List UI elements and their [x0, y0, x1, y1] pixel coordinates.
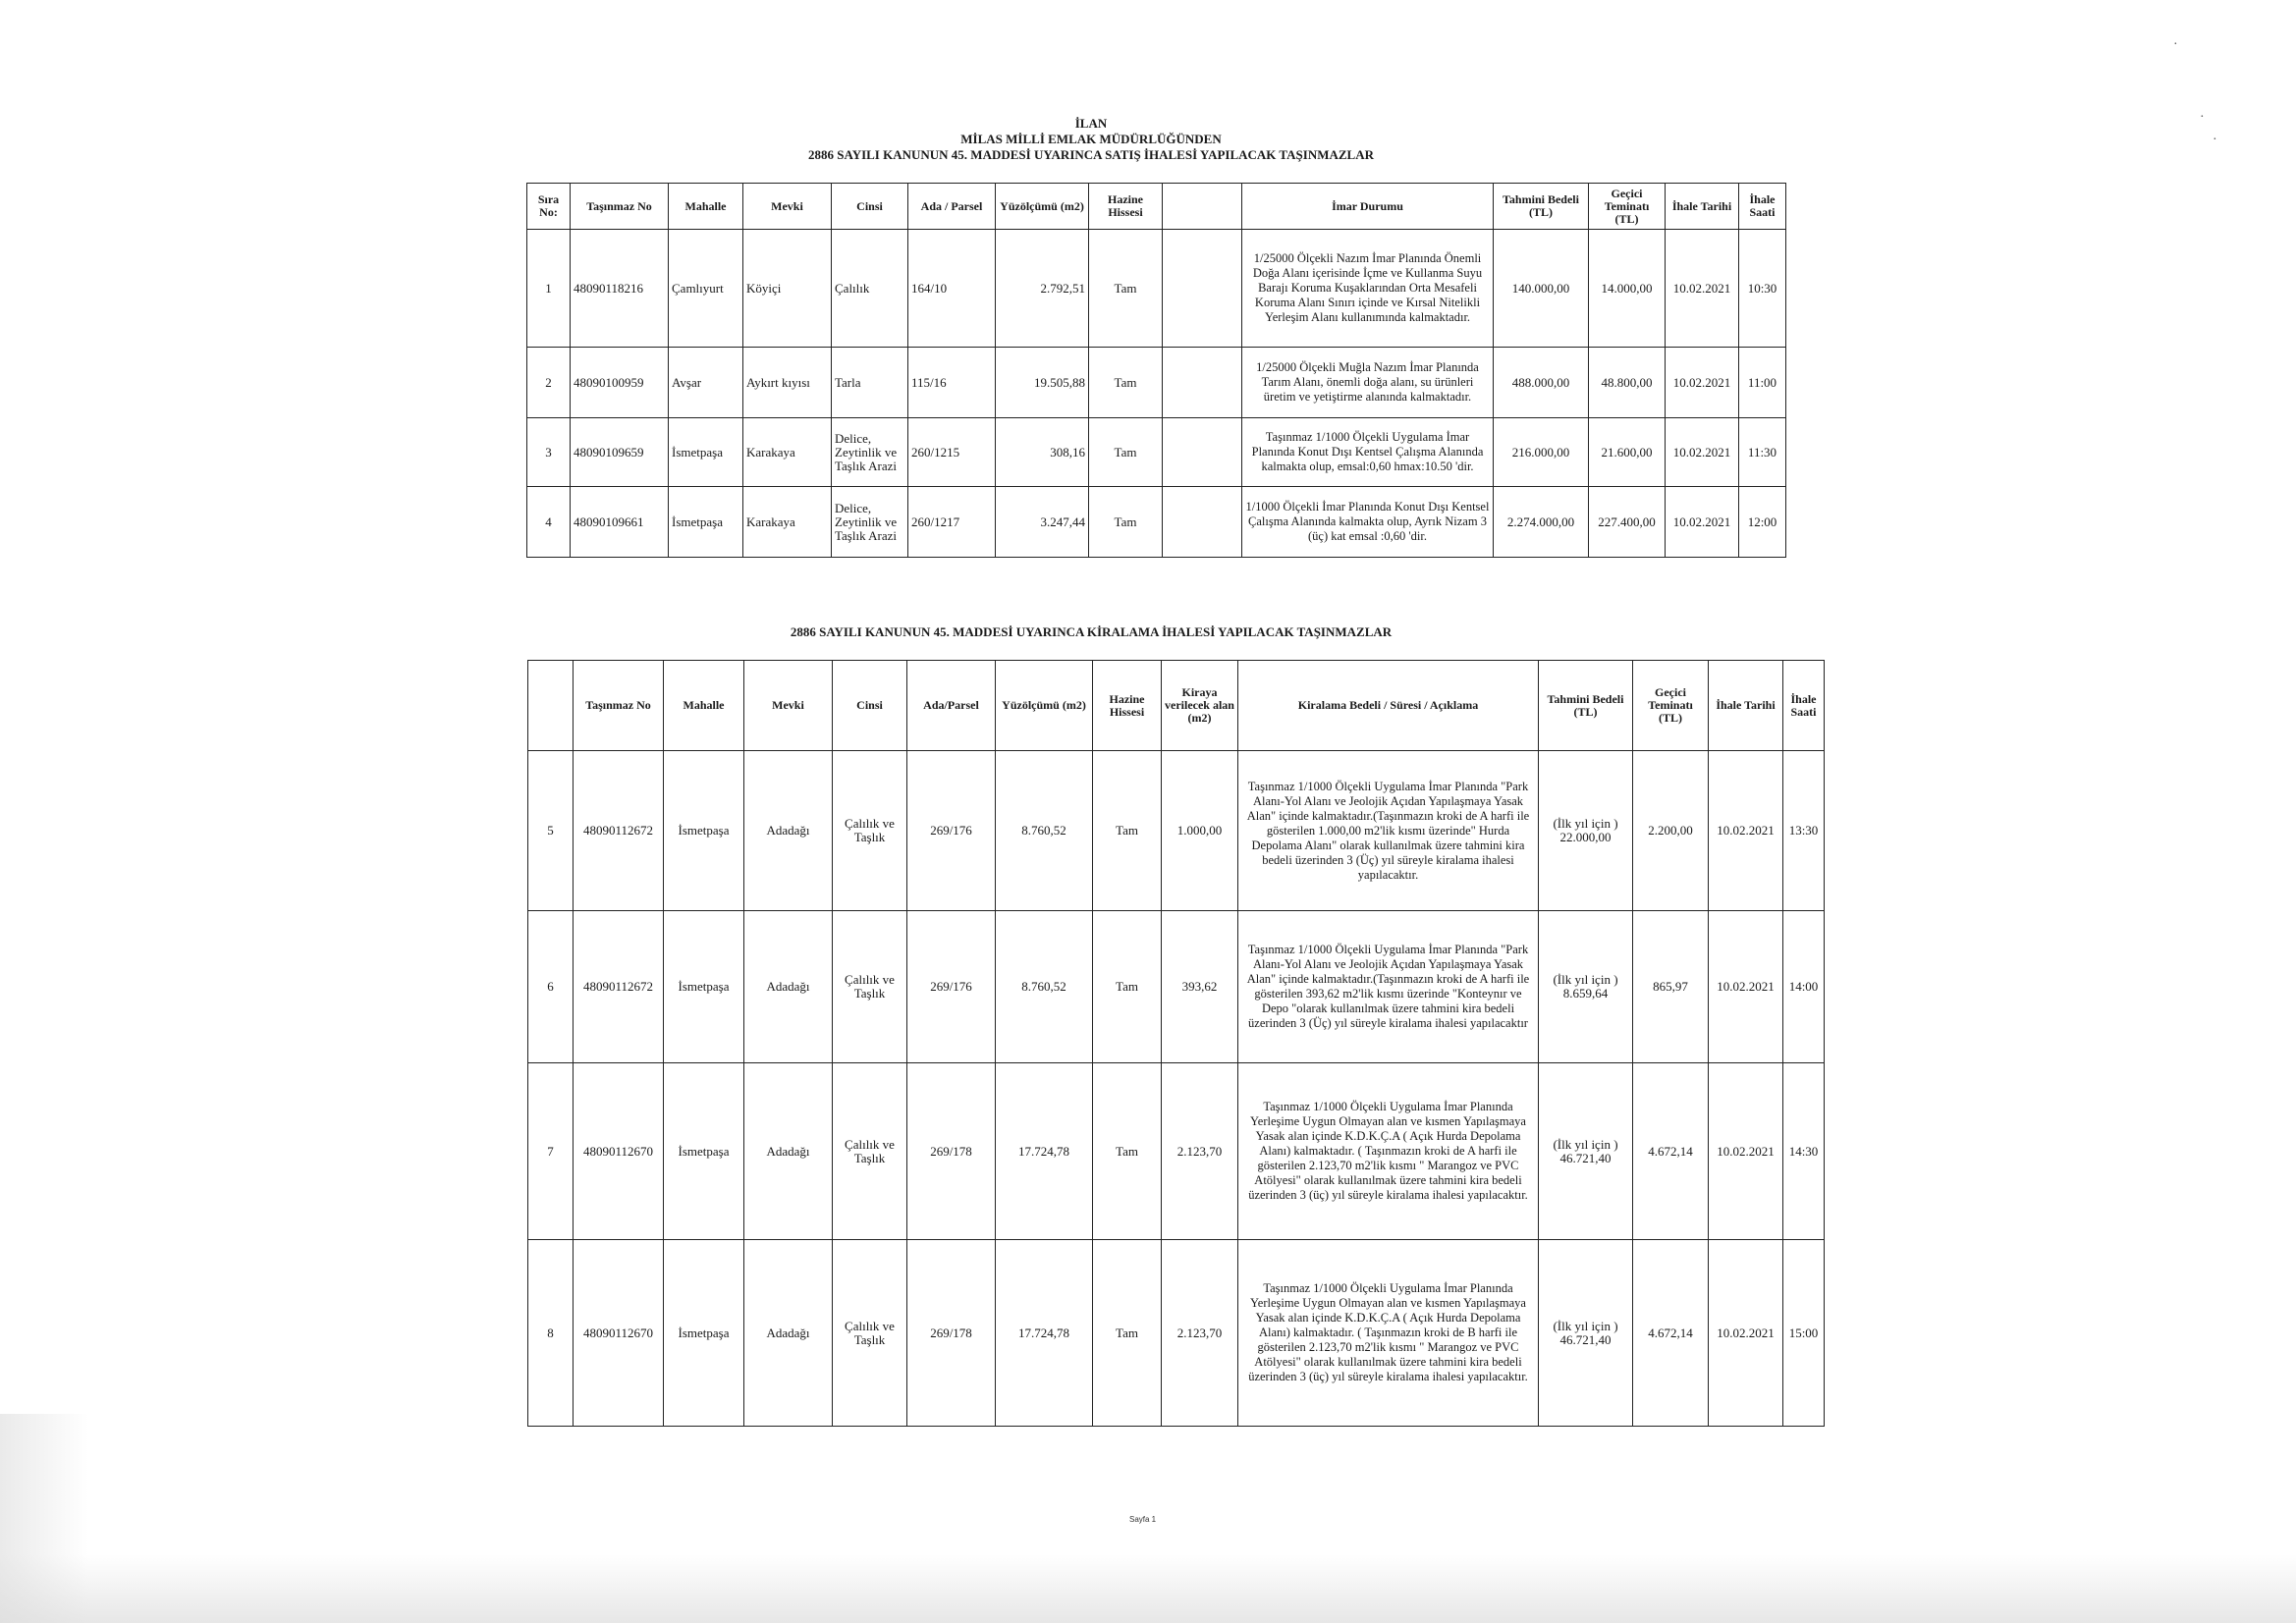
- cell-yuzolcumu: 308,16: [996, 418, 1089, 487]
- cell-tasinmaz-no: 48090118216: [571, 230, 669, 348]
- cell-ihale-saati: 11:30: [1739, 418, 1786, 487]
- cell-ada-parsel: 115/16: [908, 348, 996, 418]
- cell-kiralanacak-alan: 1.000,00: [1162, 751, 1238, 911]
- cell-yuzolcumu: 17.724,78: [996, 1063, 1093, 1240]
- cell-ihale-tarihi: 10.02.2021: [1666, 487, 1739, 558]
- table-row: [528, 751, 1825, 911]
- table-row: [527, 230, 1786, 348]
- cell-sira: 4: [527, 487, 571, 558]
- cell-sira: 3: [527, 418, 571, 487]
- column-header: İhale Tarihi: [1666, 184, 1739, 230]
- cell-blank: [1163, 348, 1242, 418]
- cell-yuzolcumu: 8.760,52: [996, 911, 1093, 1063]
- cell-ihale-tarihi: 10.02.2021: [1666, 418, 1739, 487]
- cell-hisse: Tam: [1089, 487, 1163, 558]
- cell-ihale-saati: 13:30: [1783, 751, 1825, 911]
- column-header: Mevki: [743, 184, 832, 230]
- cell-mevki: Karakaya: [743, 487, 832, 558]
- column-header: Geçici Teminatı (TL): [1589, 184, 1666, 230]
- cell-teminat: 14.000,00: [1589, 230, 1666, 348]
- cell-sira: 8: [528, 1240, 574, 1427]
- column-header: Kiralama Bedeli / Süresi / Açıklama: [1238, 661, 1539, 751]
- sale-table-header: [527, 184, 1786, 230]
- cell-imar-durumu: 1/1000 Ölçekli İmar Planında Konut Dışı Kentsel Çalışma Alanında kalmakta olup, Ayrık Nizam 3 (üç) kat emsal :0,60 'dir.: [1242, 487, 1494, 558]
- column-header: Geçici Teminatı (TL): [1633, 661, 1709, 751]
- cell-teminat: 865,97: [1633, 911, 1709, 1063]
- column-header: Mahalle: [664, 661, 744, 751]
- cell-mevki: Adadağı: [744, 911, 833, 1063]
- cell-cinsi: Delice, Zeytinlik ve Taşlık Arazi: [832, 418, 908, 487]
- column-header: Mevki: [744, 661, 833, 751]
- column-header: İmar Durumu: [1242, 184, 1494, 230]
- cell-ada-parsel: 260/1215: [908, 418, 996, 487]
- cell-mahalle: İsmetpaşa: [669, 418, 743, 487]
- cell-teminat: 48.800,00: [1589, 348, 1666, 418]
- cell-teminat: 2.200,00: [1633, 751, 1709, 911]
- cell-sira: 2: [527, 348, 571, 418]
- cell-teminat: 4.672,14: [1633, 1240, 1709, 1427]
- cell-tasinmaz-no: 48090109661: [571, 487, 669, 558]
- cell-aciklama: Taşınmaz 1/1000 Ölçekli Uygulama İmar Planında Yerleşime Uygun Olmayan alan ve kısmen Yapılaşmaya Yasak alan içinde K.D.K.Ç.A ( Açık Hurda Depolama Alanı) kalmaktadır. ( Taşınmazın kroki de A harfi ile gösterilen 2.123,70 m2'lik kısmı " Marangoz ve PVC Atölyesi" olarak kullanılmak üzere tahmini kira bedeli üzerinden 3 (üç) yıl süreyle kiralama ihalesi yapılacaktır.: [1238, 1063, 1539, 1240]
- scan-shadow-bottom: [0, 1554, 2296, 1623]
- cell-cinsi: Çalılık ve Taşlık: [833, 911, 907, 1063]
- header-office: MİLAS MİLLİ EMLAK MÜDÜRLÜĞÜNDEN: [960, 132, 1222, 146]
- cell-kiralanacak-alan: 393,62: [1162, 911, 1238, 1063]
- header-subtitle: 2886 SAYILI KANUNUN 45. MADDESİ UYARINCA SATIŞ İHALESİ YAPILACAK TAŞINMAZLAR: [808, 147, 1374, 162]
- cell-ihale-saati: 11:00: [1739, 348, 1786, 418]
- cell-tasinmaz-no: 48090112672: [574, 911, 664, 1063]
- cell-cinsi: Çalılık: [832, 230, 908, 348]
- scan-shadow-corner: [0, 1414, 88, 1623]
- cell-mahalle: Çamlıyurt: [669, 230, 743, 348]
- column-header: Taşınmaz No: [574, 661, 664, 751]
- cell-sira: 1: [527, 230, 571, 348]
- cell-imar-durumu: 1/25000 Ölçekli Nazım İmar Planında Önemli Doğa Alanı içerisinde İçme ve Kullanma Suyu Barajı Koruma Kuşaklarından Orta Mesafeli Koruma Alanı Sınırı içinde ve Kırsal Nitelikli Yerleşim Alanı kullanımında kalmaktadır.: [1242, 230, 1494, 348]
- cell-ihale-saati: 10:30: [1739, 230, 1786, 348]
- cell-hisse: Tam: [1089, 418, 1163, 487]
- cell-mevki: Adadağı: [744, 1063, 833, 1240]
- cell-mahalle: İsmetpaşa: [664, 911, 744, 1063]
- cell-tasinmaz-no: 48090100959: [571, 348, 669, 418]
- cell-tahmini-bedel: (İlk yıl için ) 8.659,64: [1539, 911, 1633, 1063]
- cell-blank: [1163, 487, 1242, 558]
- page-number: Sayfa 1: [1129, 1515, 1157, 1524]
- cell-ihale-tarihi: 10.02.2021: [1666, 230, 1739, 348]
- cell-tahmini-bedel: 488.000,00: [1494, 348, 1589, 418]
- cell-ihale-tarihi: 10.02.2021: [1666, 348, 1739, 418]
- column-header: İhale Tarihi: [1709, 661, 1783, 751]
- rental-table-header: [528, 661, 1825, 751]
- cell-ihale-saati: 12:00: [1739, 487, 1786, 558]
- cell-yuzolcumu: 2.792,51: [996, 230, 1089, 348]
- cell-cinsi: Çalılık ve Taşlık: [833, 751, 907, 911]
- cell-ihale-saati: 14:00: [1783, 911, 1825, 1063]
- cell-mevki: Köyiçi: [743, 230, 832, 348]
- cell-ihale-saati: 14:30: [1783, 1063, 1825, 1240]
- cell-mahalle: İsmetpaşa: [664, 1240, 744, 1427]
- cell-yuzolcumu: 17.724,78: [996, 1240, 1093, 1427]
- cell-hisse: Tam: [1089, 230, 1163, 348]
- cell-cinsi: Tarla: [832, 348, 908, 418]
- cell-yuzolcumu: 19.505,88: [996, 348, 1089, 418]
- cell-yuzolcumu: 3.247,44: [996, 487, 1089, 558]
- column-header: Kiraya verilecek alan (m2): [1162, 661, 1238, 751]
- column-header: Yüzölçümü (m2): [996, 184, 1089, 230]
- rental-section-title: 2886 SAYILI KANUNUN 45. MADDESİ UYARINCA KİRALAMA İHALESİ YAPILACAK TAŞINMAZLAR: [790, 624, 1393, 639]
- cell-hisse: Tam: [1093, 911, 1162, 1063]
- cell-ihale-tarihi: 10.02.2021: [1709, 1240, 1783, 1427]
- cell-yuzolcumu: 8.760,52: [996, 751, 1093, 911]
- table-row: [528, 1063, 1825, 1240]
- table-row: [528, 911, 1825, 1063]
- column-header: İhale Saati: [1739, 184, 1786, 230]
- cell-aciklama: Taşınmaz 1/1000 Ölçekli Uygulama İmar Planında Yerleşime Uygun Olmayan alan ve kısmen Yapılaşmaya Yasak alan içinde K.D.K.Ç.A ( Açık Hurda Depolama Alanı) kalmaktadır. ( Taşınmazın kroki de B harfi ile gösterilen 2.123,70 m2'lik kısmı " Marangoz ve PVC Atölyesi" olarak kullanılmak üzere tahmini kira bedeli üzerinden 3 (üç) yıl süreyle kiralama ihalesi yapılacaktır.: [1238, 1240, 1539, 1427]
- column-header: Hazine Hissesi: [1089, 184, 1163, 230]
- column-header: Taşınmaz No: [571, 184, 669, 230]
- cell-tasinmaz-no: 48090112670: [574, 1240, 664, 1427]
- table-row: [528, 1240, 1825, 1427]
- cell-ihale-tarihi: 10.02.2021: [1709, 911, 1783, 1063]
- cell-tahmini-bedel: (İlk yıl için ) 46.721,40: [1539, 1240, 1633, 1427]
- column-header: Cinsi: [833, 661, 907, 751]
- cell-teminat: 21.600,00: [1589, 418, 1666, 487]
- cell-hisse: Tam: [1089, 348, 1163, 418]
- cell-tasinmaz-no: 48090112670: [574, 1063, 664, 1240]
- cell-teminat: 227.400,00: [1589, 487, 1666, 558]
- scan-speck: ·: [2200, 110, 2205, 125]
- document-header: [526, 116, 1656, 163]
- table-row: [527, 418, 1786, 487]
- cell-tahmini-bedel: (İlk yıl için ) 22.000,00: [1539, 751, 1633, 911]
- cell-tahmini-bedel: 140.000,00: [1494, 230, 1589, 348]
- cell-imar-durumu: 1/25000 Ölçekli Muğla Nazım İmar Planında Tarım Alanı, önemli doğa alanı, su ürünleri üretim ve yetiştirme alanında kalmaktadır.: [1242, 348, 1494, 418]
- cell-sira: 7: [528, 1063, 574, 1240]
- cell-hisse: Tam: [1093, 1063, 1162, 1240]
- cell-ada-parsel: 269/178: [907, 1240, 996, 1427]
- cell-mevki: Adadağı: [744, 1240, 833, 1427]
- cell-ada-parsel: 269/178: [907, 1063, 996, 1240]
- cell-tahmini-bedel: 216.000,00: [1494, 418, 1589, 487]
- cell-blank: [1163, 230, 1242, 348]
- column-header: Ada/Parsel: [907, 661, 996, 751]
- column-header: İhale Saati: [1783, 661, 1825, 751]
- rental-table: [527, 660, 1825, 1427]
- cell-ihale-tarihi: 10.02.2021: [1709, 1063, 1783, 1240]
- scan-speck: ·: [2173, 37, 2178, 52]
- cell-mahalle: İsmetpaşa: [664, 1063, 744, 1240]
- column-header: Ada / Parsel: [908, 184, 996, 230]
- cell-ada-parsel: 269/176: [907, 751, 996, 911]
- cell-tasinmaz-no: 48090109659: [571, 418, 669, 487]
- column-header: Hazine Hissesi: [1093, 661, 1162, 751]
- column-header: Sıra No:: [527, 184, 571, 230]
- cell-blank: [1163, 418, 1242, 487]
- cell-aciklama: Taşınmaz 1/1000 Ölçekli Uygulama İmar Planında "Park Alanı-Yol Alanı ve Jeolojik Açıdan Yapılaşmaya Yasak Alan" içinde kalmaktadır.(Taşınmazın kroki de A harfi ile gösterilen 393,62 m2'lik kısmı üzerinde "Konteynır ve Depo "olarak kullanılmak üzere tahmini kira bedeli üzerinden 3 (Üç) yıl süreyle kiralama ihalesi yapılacaktır: [1238, 911, 1539, 1063]
- cell-ada-parsel: 260/1217: [908, 487, 996, 558]
- cell-kiralanacak-alan: 2.123,70: [1162, 1063, 1238, 1240]
- cell-mevki: Karakaya: [743, 418, 832, 487]
- header-title: İLAN: [1074, 116, 1108, 131]
- table-row: [527, 348, 1786, 418]
- column-header: [1163, 184, 1242, 230]
- cell-kiralanacak-alan: 2.123,70: [1162, 1240, 1238, 1427]
- cell-tahmini-bedel: 2.274.000,00: [1494, 487, 1589, 558]
- cell-hisse: Tam: [1093, 751, 1162, 911]
- cell-ada-parsel: 269/176: [907, 911, 996, 1063]
- column-header: [528, 661, 574, 751]
- column-header: Yüzölçümü (m2): [996, 661, 1093, 751]
- cell-mahalle: Avşar: [669, 348, 743, 418]
- cell-mevki: Adadağı: [744, 751, 833, 911]
- cell-mahalle: İsmetpaşa: [664, 751, 744, 911]
- cell-ada-parsel: 164/10: [908, 230, 996, 348]
- cell-hisse: Tam: [1093, 1240, 1162, 1427]
- cell-cinsi: Delice, Zeytinlik ve Taşlık Arazi: [832, 487, 908, 558]
- cell-tahmini-bedel: (İlk yıl için ) 46.721,40: [1539, 1063, 1633, 1240]
- sale-table: [526, 183, 1786, 558]
- scan-speck: ·: [2213, 133, 2217, 147]
- cell-cinsi: Çalılık ve Taşlık: [833, 1063, 907, 1240]
- cell-cinsi: Çalılık ve Taşlık: [833, 1240, 907, 1427]
- cell-sira: 6: [528, 911, 574, 1063]
- column-header: Mahalle: [669, 184, 743, 230]
- column-header: Tahmini Bedeli (TL): [1539, 661, 1633, 751]
- cell-tasinmaz-no: 48090112672: [574, 751, 664, 911]
- cell-teminat: 4.672,14: [1633, 1063, 1709, 1240]
- cell-mahalle: İsmetpaşa: [669, 487, 743, 558]
- cell-mevki: Aykırt kıyısı: [743, 348, 832, 418]
- cell-sira: 5: [528, 751, 574, 911]
- table-row: [527, 487, 1786, 558]
- cell-aciklama: Taşınmaz 1/1000 Ölçekli Uygulama İmar Planında "Park Alanı-Yol Alanı ve Jeolojik Açıdan Yapılaşmaya Yasak Alan" içinde kalmaktadır.(Taşınmazın kroki de A harfi ile gösterilen 1.000,00 m2'lik kısmı üzerinde" Hurda Depolama Alanı" olarak kullanılmak üzere tahmini kira bedeli üzerinden 3 (Üç) yıl süreyle kiralama ihalesi yapılacaktır.: [1238, 751, 1539, 911]
- column-header: Cinsi: [832, 184, 908, 230]
- cell-imar-durumu: Taşınmaz 1/1000 Ölçekli Uygulama İmar Planında Konut Dışı Kentsel Çalışma Alanında kalmakta olup, emsal:0,60 hmax:10.50 'dir.: [1242, 418, 1494, 487]
- cell-ihale-saati: 15:00: [1783, 1240, 1825, 1427]
- cell-ihale-tarihi: 10.02.2021: [1709, 751, 1783, 911]
- column-header: Tahmini Bedeli (TL): [1494, 184, 1589, 230]
